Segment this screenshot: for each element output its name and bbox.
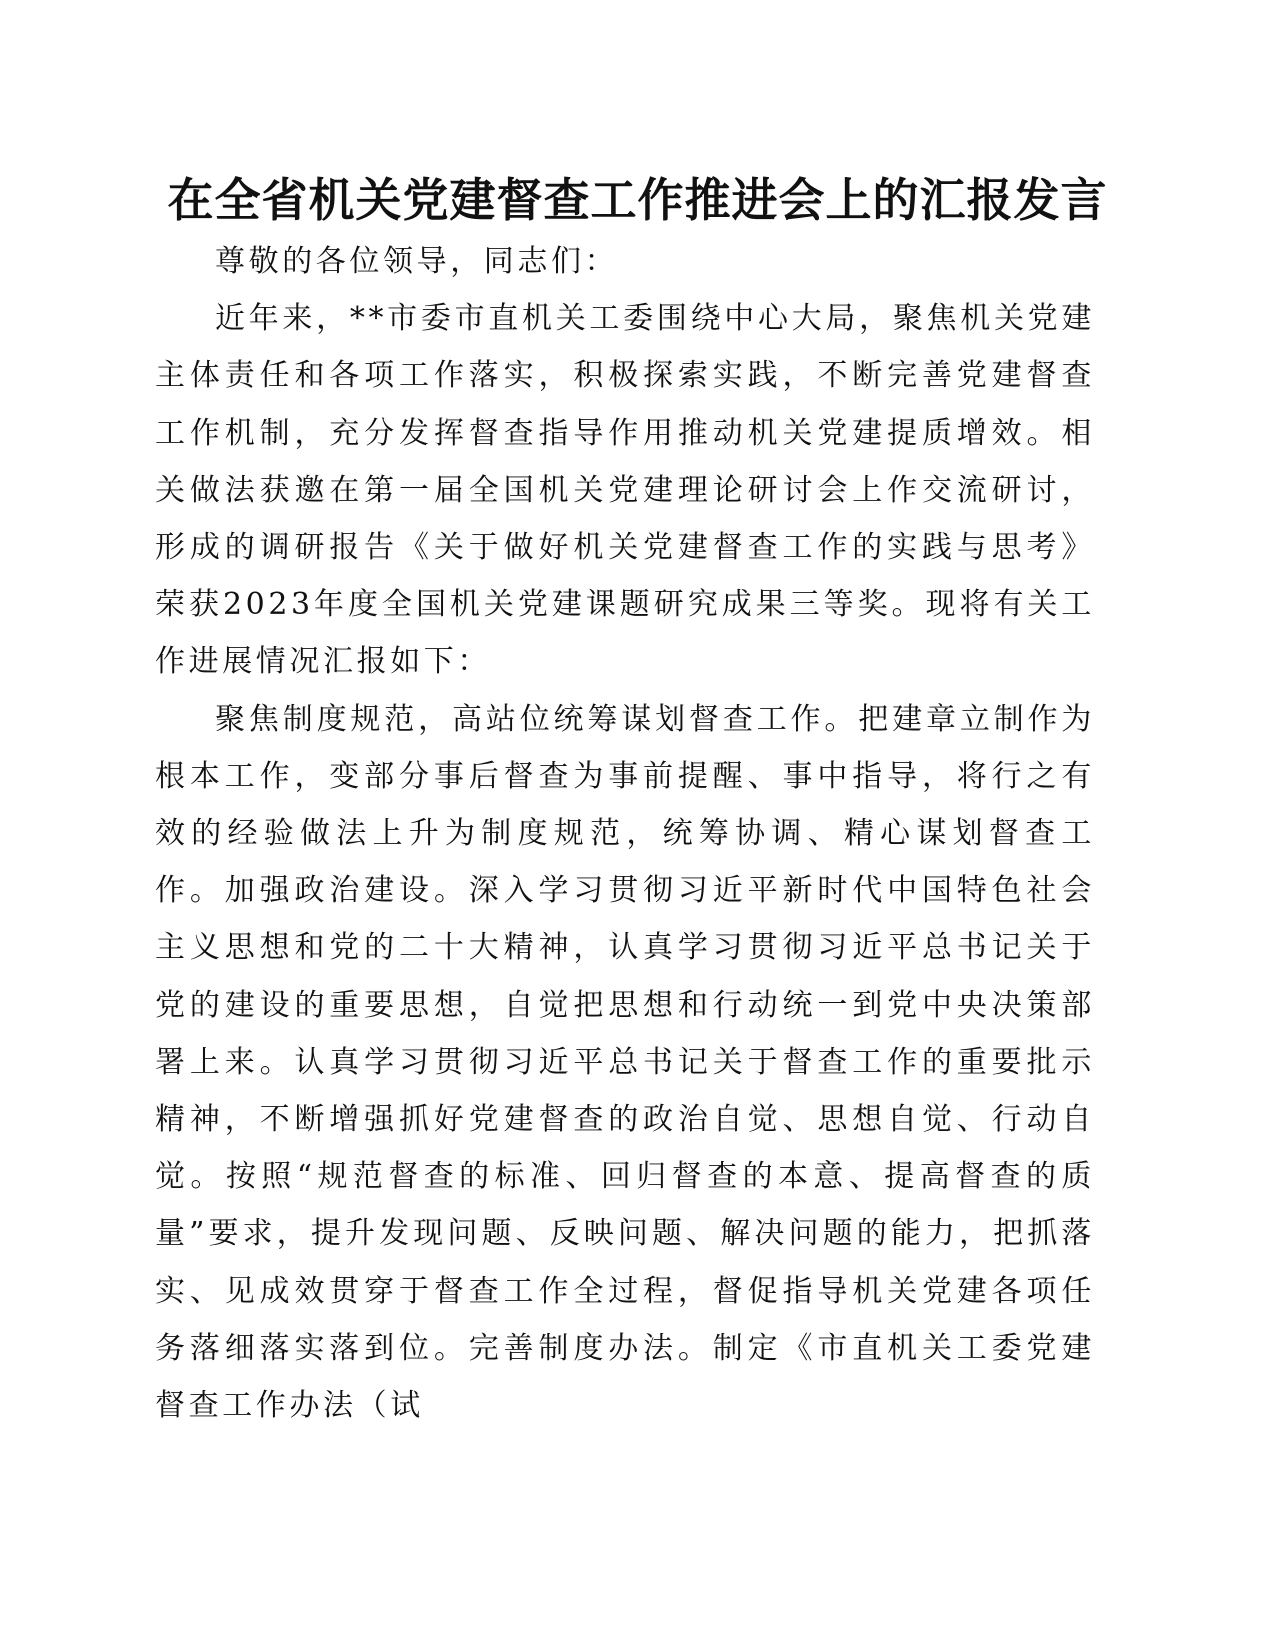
- intro-paragraph: 近年来，**市委市直机关工委围绕中心大局，聚焦机关党建主体责任和各项工作落实，积极探索实践，不断完善党建督查工作机制，充分发挥督查指导作用推动机关党建提质增效。相关做法获邀在第一届全国机关党建理论研讨会上作交流研讨，形成的调研报告《关于做好机关党建督查工作的实践与思考》荣获2023年度全国机关党建课题研究成果三等奖。现将有关工作进展情况汇报如下：: [155, 301, 1095, 680]
- salutation-paragraph: 尊敬的各位领导，同志们：: [215, 244, 619, 279]
- section-paragraph: 聚焦制度规范，高站位统筹谋划督查工作。把建章立制作为根本工作，变部分事后督查为事前提醒、事中指导，将行之有效的经验做法上升为制度规范，统筹协调、精心谋划督查工作。加强政治建设。深入学习贯彻习近平新时代中国特色社会主义思想和党的二十大精神，认真学习贯彻习近平总书记关于党的建设的重要思想，自觉把思想和行动统一到党中央决策部署上来。认真学习贯彻习近平总书记关于督查工作的重要批示精神，不断增强抓好党建督查的政治自觉、思想自觉、行动自觉。按照“规范督查的标准、回归督查的本意、提高督查的质量”要求，提升发现问题、反映问题、解决问题的能力，把抓落实、见成效贯穿于督查工作全过程，督促指导机关党建各项任务落细落实落到位。完善制度办法。制定《市直机关工委党建督查工作办法（试: [155, 701, 1095, 1424]
- document-title: 在全省机关党建督查工作推进会上的汇报发言: [167, 173, 1108, 227]
- document-body: [155, 233, 1095, 1434]
